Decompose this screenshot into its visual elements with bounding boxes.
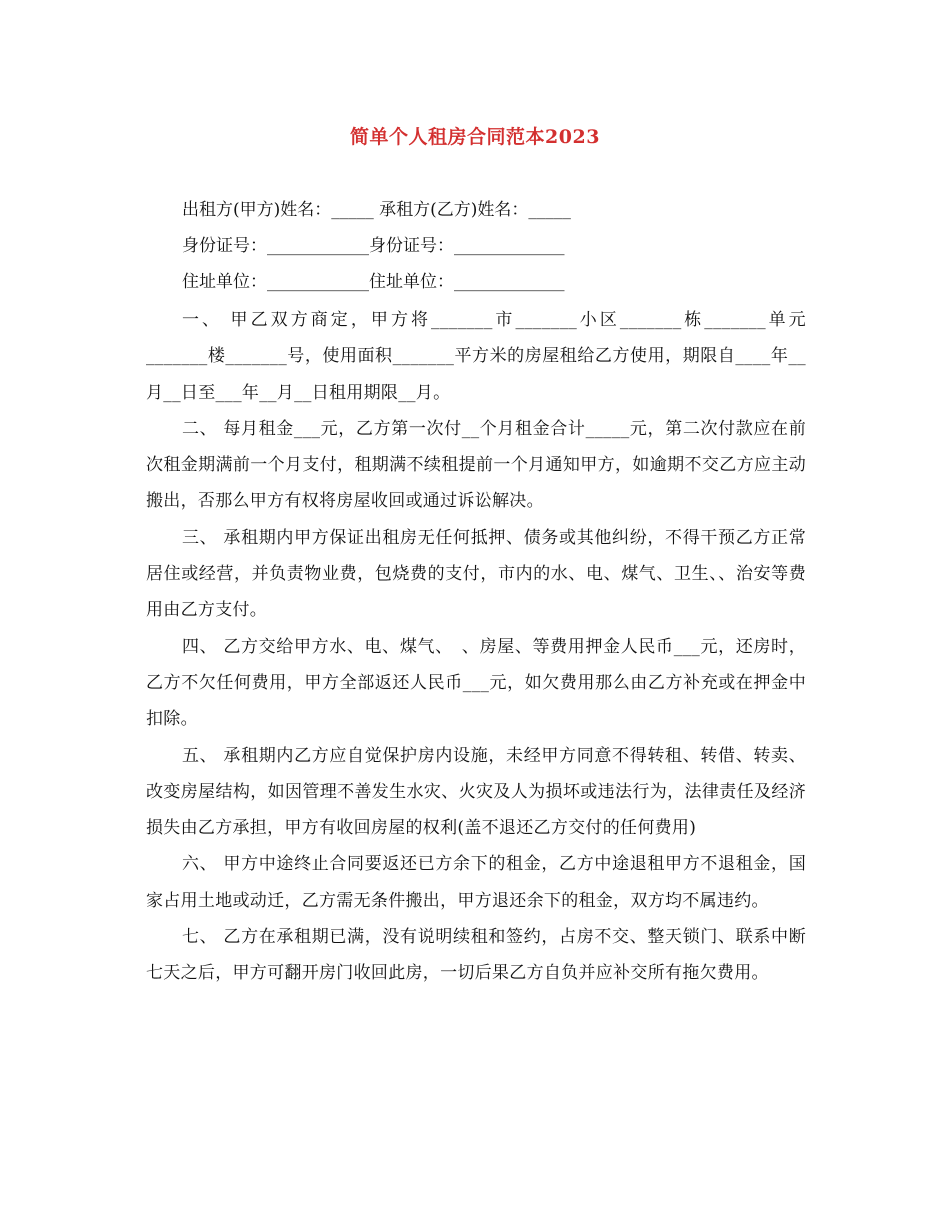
party-names-line: 出租方(甲方)姓名：_____ 承租方(乙方)姓名：_____: [182, 200, 571, 220]
clause-3: 三、 承租期内甲方保证出租房无任何抵押、债务或其他纠纷，不得干预乙方正常居住或经营，并负责物业费，包烧费的支付，市内的水、电、煤气、卫生、、治安等费用由乙方支付。: [146, 527, 806, 621]
clause-7: 七、 乙方在承租期已满，没有说明续租和签约，占房不交、整天锁门、联系中断七天之后，甲方可翻开房门收回此房，一切后果乙方自负并应补交所有拖欠费用。: [146, 927, 806, 984]
party-id-line: 身份证号：____________身份证号：_____________: [182, 236, 565, 256]
clause-1: 一、 甲乙双方商定，甲方将_______市_______小区_______栋_______单元_______楼_______号，使用面积_______平方米的房屋租给乙方使用，期限自____年__月__日至___年__月__日租用期限__月。: [146, 310, 806, 403]
clause-5: 五、 承租期内乙方应自觉保护房内设施，未经甲方同意不得转租、转借、转卖、改变房屋结构，如因管理不善发生水灾、火灾及人为损坏或违法行为，法律责任及经济损失由乙方承担，甲方有收回房屋的权利(盖不退还乙方交付的任何费用): [146, 745, 806, 839]
contract-body: [146, 302, 806, 992]
clause-4: 四、 乙方交给甲方水、电、煤气、 、房屋、等费用押金人民币___元，还房时，乙方不欠任何费用，甲方全部返还人民币___元，如欠费用那么由乙方补充或在押金中扣除。: [146, 636, 806, 730]
clause-2: 二、 每月租金___元，乙方第一次付__个月租金合计_____元，第二次付款应在前次租金期满前一个月支付，租期满不续租提前一个月通知甲方，如逾期不交乙方应主动搬出，否那么甲方有权将房屋收回或通过诉讼解决。: [146, 418, 806, 512]
clause-6: 六、 甲方中途终止合同要返还已方余下的租金，乙方中途退租甲方不退租金，国家占用土地或动迁，乙方需无条件搬出，甲方退还余下的租金，双方均不属违约。: [146, 854, 806, 911]
document-title: 简单个人租房合同范本2023: [350, 126, 600, 148]
party-address-line: 住址单位：____________住址单位：_____________: [182, 272, 565, 292]
